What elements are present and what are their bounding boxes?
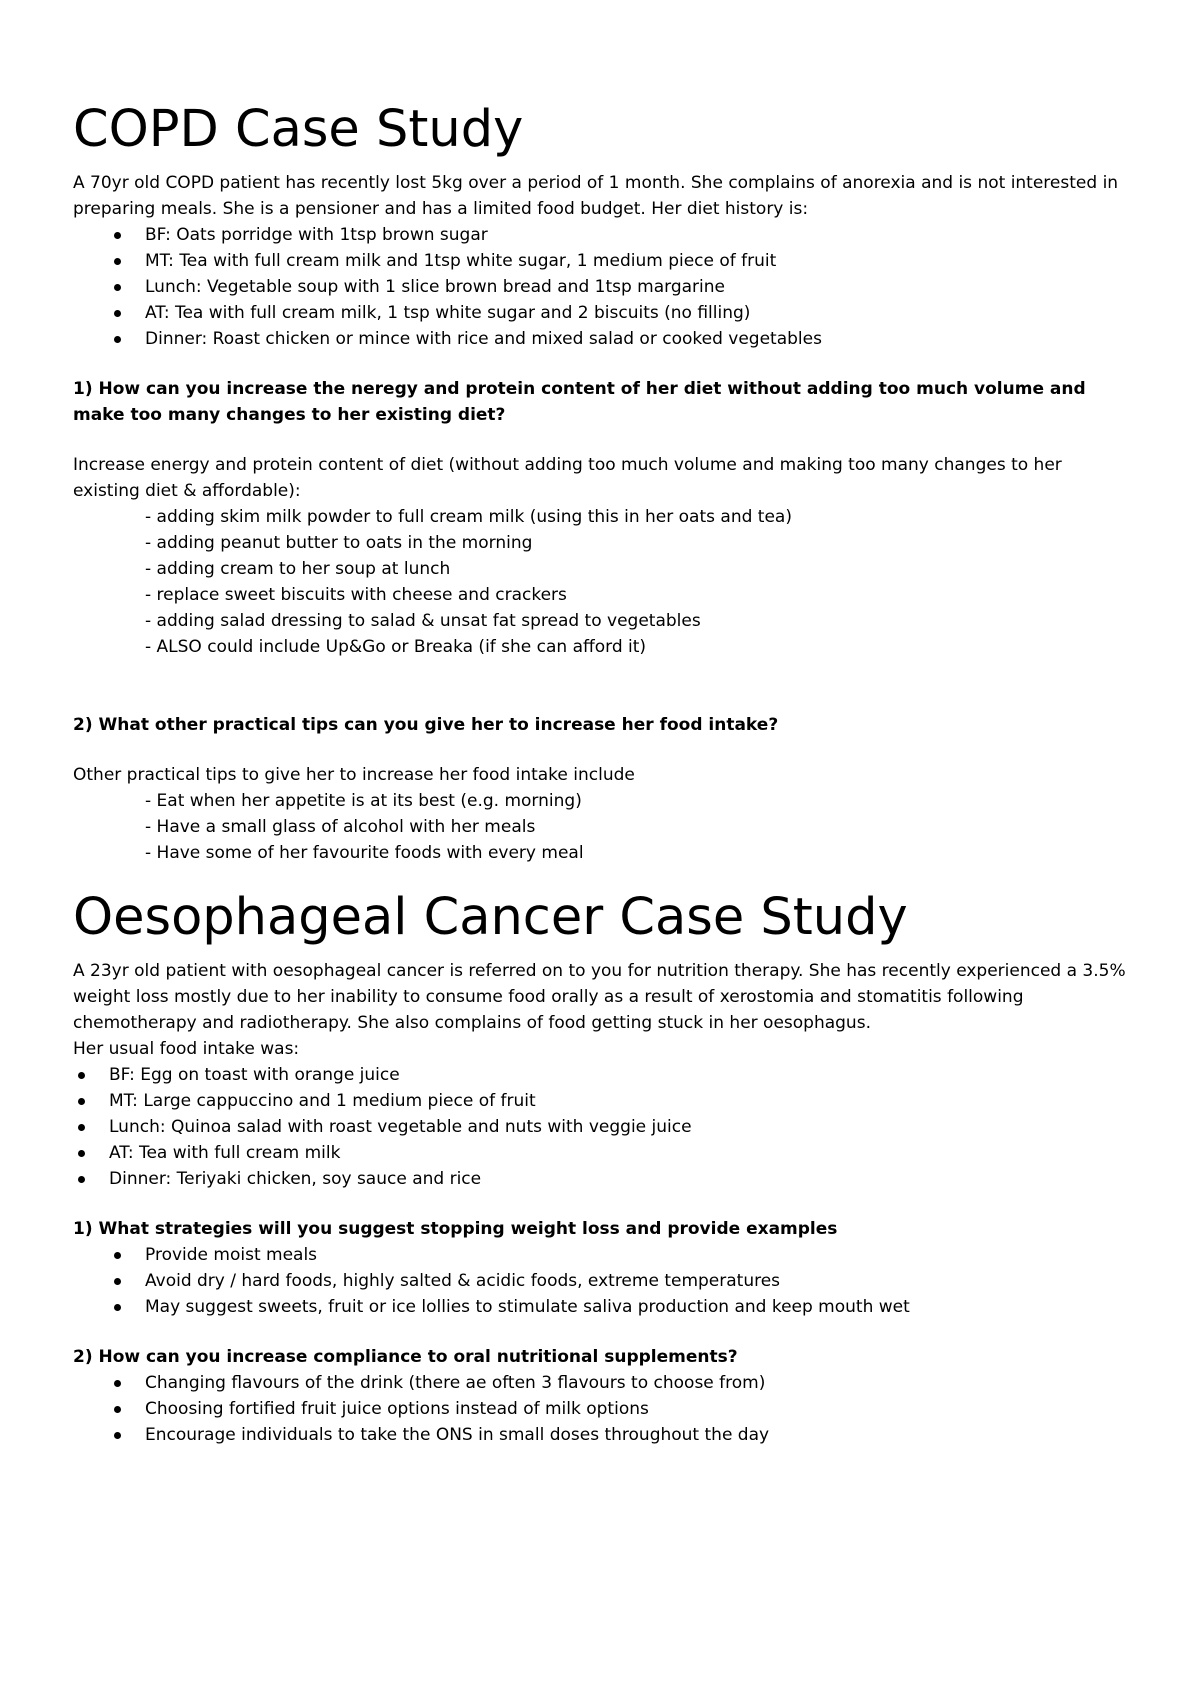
- bullet-icon: [114, 1380, 121, 1387]
- list-item: AT: Tea with full cream milk, 1 tsp white sugar and 2 biscuits (no filling): [73, 300, 1133, 326]
- oesophageal-question-2: 2) How can you increase compliance to oral nutritional supplements?: [73, 1347, 738, 1367]
- bullet-icon: [78, 1124, 85, 1131]
- list-item: - adding peanut butter to oats in the morning: [145, 533, 533, 553]
- copd-title: COPD Case Study: [73, 100, 524, 159]
- bullet-icon: [114, 1406, 121, 1413]
- list-item: MT: Large cappuccino and 1 medium piece of fruit: [73, 1088, 1133, 1114]
- list-item: May suggest sweets, fruit or ice lollies to stimulate saliva production and keep mouth wet: [73, 1294, 1133, 1320]
- oesophageal-question-1: 1) What strategies will you suggest stopping weight loss and provide examples: [73, 1219, 838, 1239]
- bullet-icon: [114, 1432, 121, 1439]
- list-item: - adding cream to her soup at lunch: [145, 559, 451, 579]
- copd-answer-2-list: [73, 788, 1133, 866]
- bullet-icon: [114, 336, 121, 343]
- list-item: - replace sweet biscuits with cheese and crackers: [145, 585, 567, 605]
- bullet-icon: [78, 1072, 85, 1079]
- oesophageal-intro: A 23yr old patient with oesophageal cancer is referred on to you for nutrition therapy. She has recently experienced a 3.5% weight loss mostly due to her inability to consume food orally as a result of xerostomia and stomatitis following chemotherapy and radiotherapy. She also complains of food getting stuck in her oesophagus.: [73, 961, 1126, 1033]
- copd-question-1: 1) How can you increase the neregy and protein content of her diet without adding too much volume and make too many changes to her existing diet?: [73, 379, 1086, 425]
- bullet-icon: [114, 258, 121, 265]
- copd-answer-1-intro: Increase energy and protein content of diet (without adding too much volume and making too many changes to her existing diet & affordable):: [73, 455, 1062, 501]
- list-item: Avoid dry / hard foods, highly salted & acidic foods, extreme temperatures: [73, 1268, 1133, 1294]
- copd-diet-list: [73, 222, 1133, 352]
- bullet-icon: [114, 310, 121, 317]
- list-item: Lunch: Quinoa salad with roast vegetable and nuts with veggie juice: [73, 1114, 1133, 1140]
- list-item: BF: Oats porridge with 1tsp brown sugar: [73, 222, 1133, 248]
- copd-intro: A 70yr old COPD patient has recently lost 5kg over a period of 1 month. She complains of anorexia and is not interested in preparing meals. She is a pensioner and has a limited food budget. Her diet history is:: [73, 173, 1119, 219]
- list-item: - Have a small glass of alcohol with her meals: [145, 817, 536, 837]
- list-item: Dinner: Roast chicken or mince with rice and mixed salad or cooked vegetables: [73, 326, 1133, 352]
- bullet-icon: [78, 1176, 85, 1183]
- list-item: - adding salad dressing to salad & unsat fat spread to vegetables: [145, 611, 701, 631]
- list-item: MT: Tea with full cream milk and 1tsp white sugar, 1 medium piece of fruit: [73, 248, 1133, 274]
- list-item: Lunch: Vegetable soup with 1 slice brown bread and 1tsp margarine: [73, 274, 1133, 300]
- list-item: Provide moist meals: [73, 1242, 1133, 1268]
- document-page: [73, 100, 1133, 1448]
- list-item: Changing flavours of the drink (there ae often 3 flavours to choose from): [73, 1370, 1133, 1396]
- oesophageal-answer-2-list: [73, 1370, 1133, 1448]
- bullet-icon: [114, 1304, 121, 1311]
- bullet-icon: [114, 232, 121, 239]
- copd-answer-1-list: [73, 504, 1133, 660]
- copd-answer-2-intro: Other practical tips to give her to increase her food intake include: [73, 765, 635, 785]
- oesophageal-intake-label: Her usual food intake was:: [73, 1039, 300, 1059]
- list-item: - Eat when her appetite is at its best (e.g. morning): [145, 791, 582, 811]
- bullet-icon: [114, 1252, 121, 1259]
- list-item: BF: Egg on toast with orange juice: [73, 1062, 1133, 1088]
- bullet-icon: [78, 1150, 85, 1157]
- oesophageal-intake-list: [73, 1062, 1133, 1192]
- list-item: Encourage individuals to take the ONS in small doses throughout the day: [73, 1422, 1133, 1448]
- list-item: AT: Tea with full cream milk: [73, 1140, 1133, 1166]
- list-item: - Have some of her favourite foods with every meal: [145, 843, 584, 863]
- bullet-icon: [114, 1278, 121, 1285]
- list-item: Choosing fortified fruit juice options instead of milk options: [73, 1396, 1133, 1422]
- oesophageal-answer-1-list: [73, 1242, 1133, 1320]
- copd-question-2: 2) What other practical tips can you give her to increase her food intake?: [73, 715, 779, 735]
- list-item: - adding skim milk powder to full cream milk (using this in her oats and tea): [145, 507, 792, 527]
- list-item: Dinner: Teriyaki chicken, soy sauce and rice: [73, 1166, 1133, 1192]
- bullet-icon: [114, 284, 121, 291]
- list-item: - ALSO could include Up&Go or Breaka (if she can afford it): [145, 637, 647, 657]
- bullet-icon: [78, 1098, 85, 1105]
- oesophageal-title: Oesophageal Cancer Case Study: [73, 888, 908, 947]
